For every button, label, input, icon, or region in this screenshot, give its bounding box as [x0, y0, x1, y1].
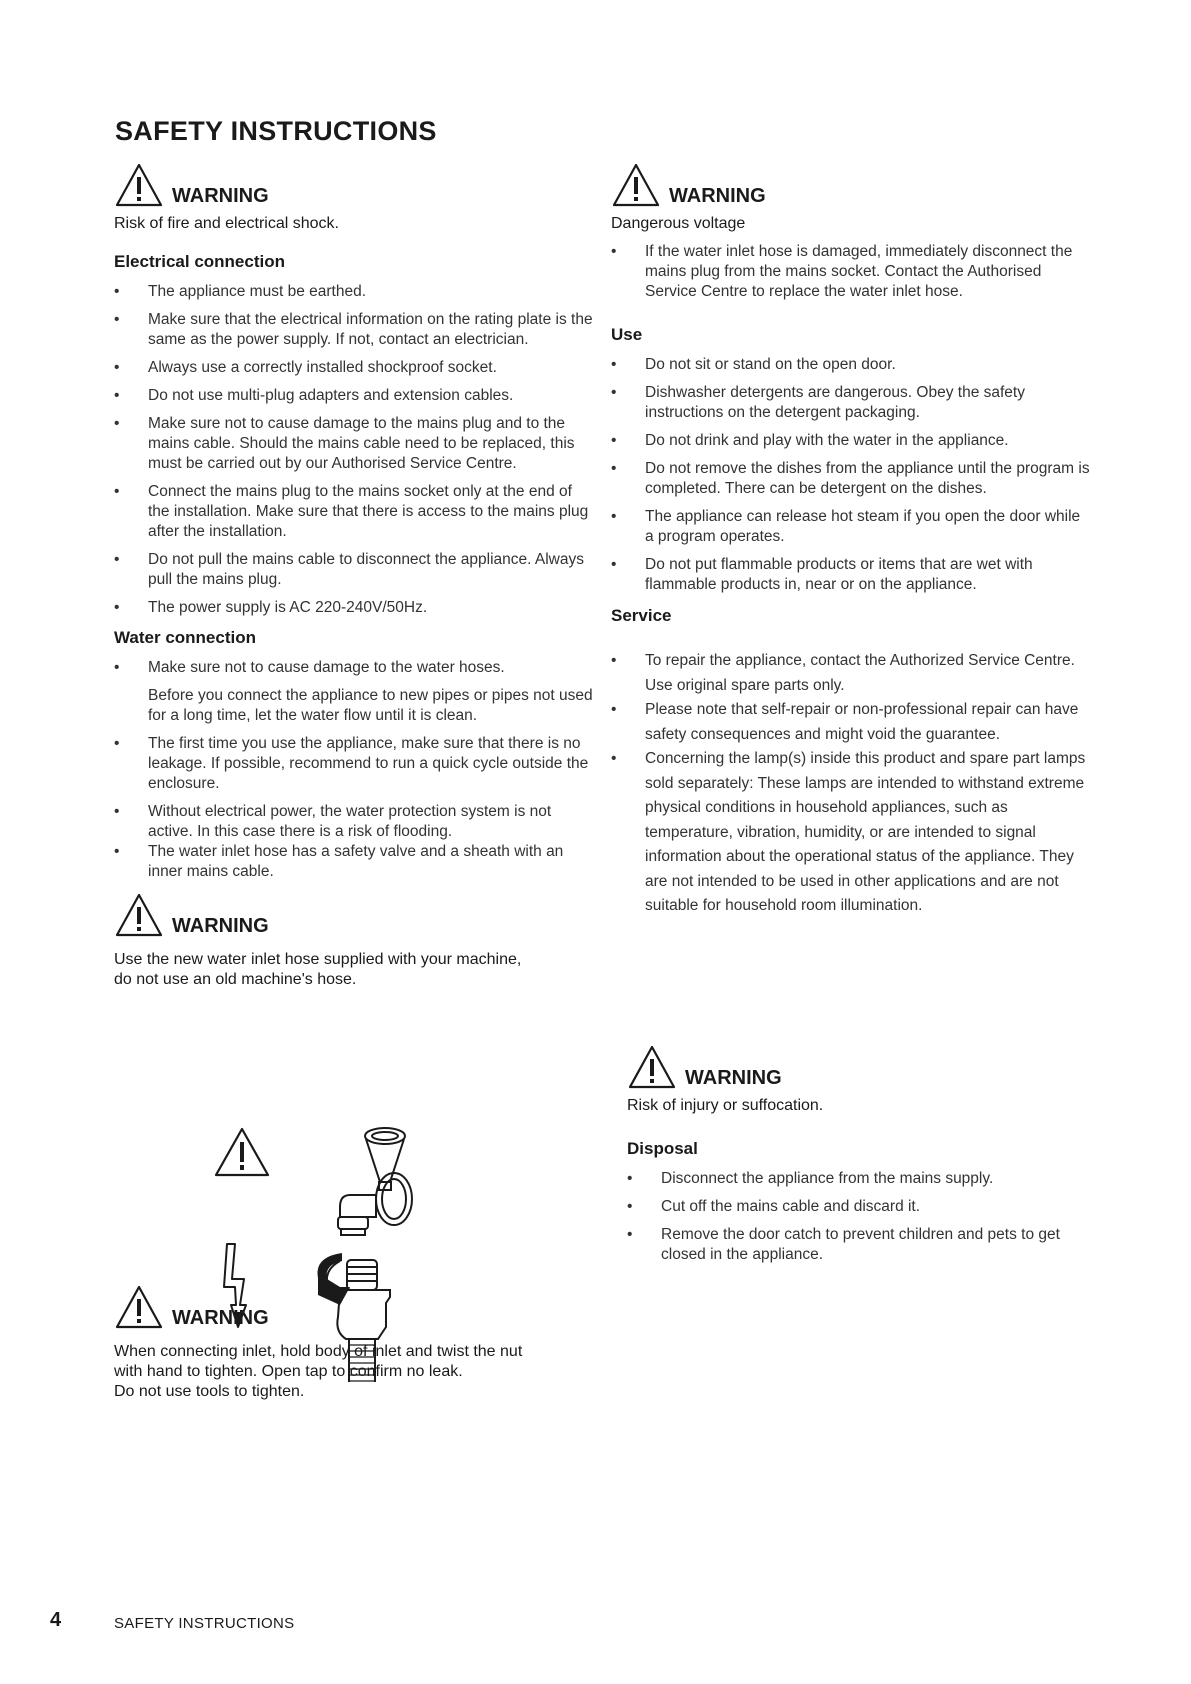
service-list [611, 649, 1091, 919]
list-item: • Connect the mains plug to the mains socket only at the end of the installation. Make sure that there is access to the mains plug after the installation. [114, 482, 594, 542]
warning-header [114, 890, 594, 938]
left-column [114, 160, 594, 990]
list-item: • Do not use multi-plug adapters and extension cables. [114, 386, 594, 406]
warning-triangle-icon [114, 1284, 164, 1330]
list-item: • Make sure not to cause damage to the water hoses. [114, 658, 594, 678]
water-connection-heading: Water connection [114, 628, 256, 647]
list-item: • Do not sit or stand on the open door. [611, 355, 1091, 375]
warning-triangle-icon [114, 162, 164, 208]
list-item: • Without electrical power, the water protection system is not active. In this case there is a risk of flooding. [114, 802, 594, 842]
list-item: • Concerning the lamp(s) inside this product and spare part lamps sold separately: These lamps are intended to withstand extreme physical conditions in household appliances, such as temperature, vibration, humidity, or are intended to signal information about the operational status of the appliance. They are not intended to be used in other applications and are not suitable for household room illumination. [611, 747, 1091, 919]
list-item: • Do not pull the mains cable to disconnect the appliance. Always pull the mains plug. [114, 550, 594, 590]
warning-subtitle: Risk of fire and electrical shock. [114, 215, 339, 232]
warning-subtitle: Dangerous voltage [611, 215, 746, 232]
warning-subtitle: Risk of injury or suffocation. [627, 1097, 824, 1114]
warning-header [114, 160, 594, 208]
list-item: • Make sure not to cause damage to the mains plug and to the mains cable. Should the mains cable need to be replaced, this must be carried out by our Authorised Service Centre. [114, 414, 594, 474]
list-item: • If the water inlet hose is damaged, immediately disconnect the mains plug from the mains socket. Contact the Authorised Service Centre to replace the water inlet hose. [611, 242, 1091, 302]
list-item: • To repair the appliance, contact the Authorized Service Centre. Use original spare parts only. [611, 649, 1091, 698]
electrical-connection-heading: Electrical connection [114, 252, 285, 271]
electrical-connection-list [114, 282, 594, 618]
warning-triangle-icon [627, 1044, 677, 1090]
list-item: • Cut off the mains cable and discard it. [627, 1197, 1097, 1217]
list-item: • The appliance must be earthed. [114, 282, 594, 302]
list-item: • Make sure that the electrical information on the rating plate is the same as the power supply. If not, contact an electrician. [114, 310, 594, 350]
warning-triangle-icon [611, 162, 661, 208]
list-item: • The water inlet hose has a safety valve and a sheath with an inner mains cable. [114, 842, 594, 882]
footer-section-label: SAFETY INSTRUCTIONS [114, 1615, 295, 1632]
warning-triangle-icon [114, 892, 164, 938]
list-item: • The power supply is AC 220-240V/50Hz. [114, 598, 594, 618]
list-item: • The appliance can release hot steam if you open the door while a program operates. [611, 507, 1091, 547]
warning-header [114, 1282, 594, 1330]
use-heading: Use [611, 325, 643, 344]
warning-label: WARNING [669, 185, 766, 207]
use-list [611, 355, 1091, 595]
list-item: • Disconnect the appliance from the mains supply. [627, 1169, 1097, 1189]
caution-triangle-icon [216, 1129, 268, 1175]
list-item: Before you connect the appliance to new pipes or pipes not used for a long time, let the water flow until it is clean. [148, 687, 593, 724]
warning-label: WARNING [172, 1307, 269, 1329]
list-item: • Always use a correctly installed shockproof socket. [114, 358, 594, 378]
right-bottom-warning [627, 1042, 1097, 1265]
list-item: • The first time you use the appliance, make sure that there is no leakage. If possible, recommend to run a quick cycle outside the enclosure. [114, 734, 594, 794]
warning-label: WARNING [172, 185, 269, 207]
list-item: • Do not drink and play with the water in the appliance. [611, 431, 1091, 451]
warning-header [627, 1042, 1097, 1090]
list-item: • Dishwasher detergents are dangerous. Obey the safety instructions on the detergent packaging. [611, 383, 1091, 423]
dangerous-voltage-list [611, 242, 1091, 302]
warning-label: WARNING [172, 915, 269, 937]
water-connection-list [114, 658, 594, 882]
warning-label: WARNING [685, 1067, 782, 1089]
list-item: • Do not remove the dishes from the appliance until the program is completed. There can be detergent on the dishes. [611, 459, 1091, 499]
warning-text: Do not use tools to tighten. [114, 1383, 305, 1400]
disposal-list [627, 1169, 1097, 1265]
page-number: 4 [50, 1609, 62, 1631]
list-item: • Please note that self-repair or non-professional repair can have safety consequences and might void the guarantee. [611, 698, 1091, 747]
warning-text: When connecting inlet, hold body of inlet and twist the nut with hand to tighten. Open tap to confirm no leak. [114, 1343, 523, 1380]
warning-text: Use the new water inlet hose supplied with your machine, do not use an old machine's hose. [114, 951, 522, 988]
left-bottom-warning [114, 1282, 594, 1402]
service-heading: Service [611, 606, 672, 625]
list-item: • Do not put flammable products or items that are wet with flammable products in, near or on the appliance. [611, 555, 1091, 595]
right-column [611, 160, 1091, 919]
water-tap-icon [338, 1128, 412, 1235]
disposal-heading: Disposal [627, 1139, 698, 1158]
list-item: • Remove the door catch to prevent children and pets to get closed in the appliance. [627, 1225, 1097, 1265]
page-title: SAFETY INSTRUCTIONS [115, 116, 437, 146]
warning-header [611, 160, 1091, 208]
